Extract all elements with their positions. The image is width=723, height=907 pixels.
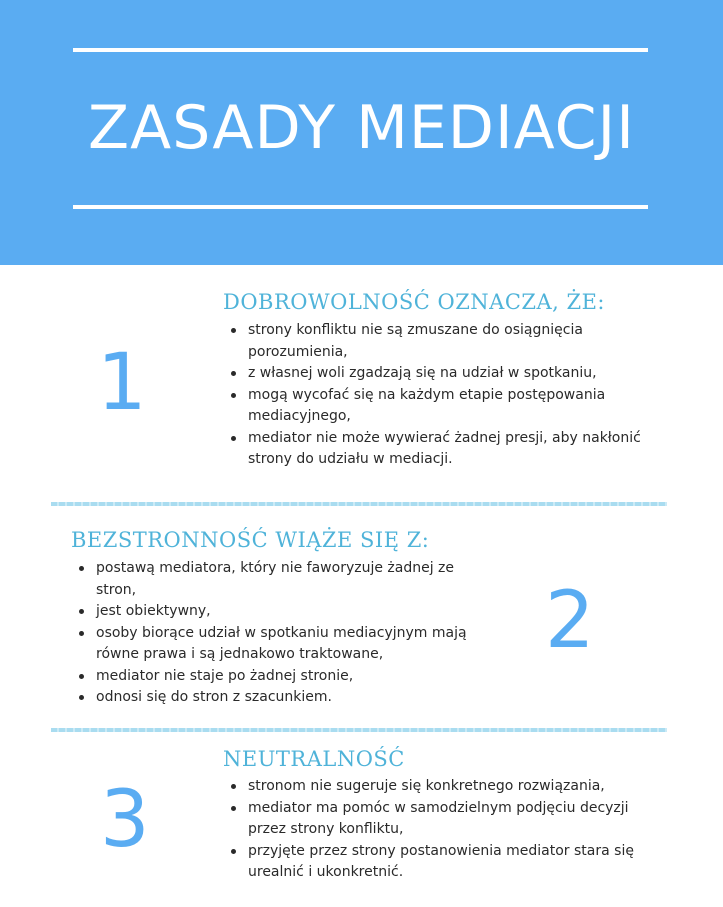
list-item: mogą wycofać się na każdym etapie postępowania mediacyjnego,: [228, 385, 648, 428]
list-item: postawą mediatora, który nie faworyzuje żadnej ze stron,: [76, 558, 496, 601]
section-3-list: [228, 776, 648, 884]
section-3-heading: NEUTRALNOŚĆ: [223, 747, 405, 771]
section-divider: [51, 728, 667, 732]
list-item: mediator ma pomóc w samodzielnym podjęciu decyzji przez strony konfliktu,: [228, 798, 648, 841]
list-item: odnosi się do stron z szacunkiem.: [76, 687, 496, 709]
section-1-heading: DOBROWOLNOŚĆ OZNACZA, ŻE:: [223, 290, 605, 314]
page-title: ZASADY MEDIACJI: [88, 93, 635, 163]
list-item: z własnej woli zgadzają się na udział w spotkaniu,: [228, 363, 648, 385]
section-2-heading: BEZSTRONNOŚĆ WIĄŻE SIĘ Z:: [71, 528, 430, 552]
list-item: strony konfliktu nie są zmuszane do osiągnięcia porozumienia,: [228, 320, 648, 363]
list-item: przyjęte przez strony postanowienia mediator stara się urealnić i ukonkretnić.: [228, 841, 648, 884]
section-2-list: [76, 558, 496, 709]
section-1-number: 1: [97, 338, 147, 428]
section-3-number: 3: [100, 775, 150, 865]
list-item: jest obiektywny,: [76, 601, 496, 623]
header-line-bottom: [73, 205, 648, 209]
header-line-top: [73, 48, 648, 52]
list-item: osoby biorące udział w spotkaniu mediacyjnym mają równe prawa i są jednakowo traktowane,: [76, 623, 496, 666]
list-item: mediator nie staje po żadnej stronie,: [76, 666, 496, 688]
header-banner: [0, 0, 723, 265]
section-1-list: [228, 320, 648, 471]
section-divider: [51, 502, 667, 506]
list-item: mediator nie może wywierać żadnej presji, aby nakłonić strony do udziału w mediacji.: [228, 428, 648, 471]
section-2-number: 2: [545, 576, 595, 666]
list-item: stronom nie sugeruje się konkretnego rozwiązania,: [228, 776, 648, 798]
